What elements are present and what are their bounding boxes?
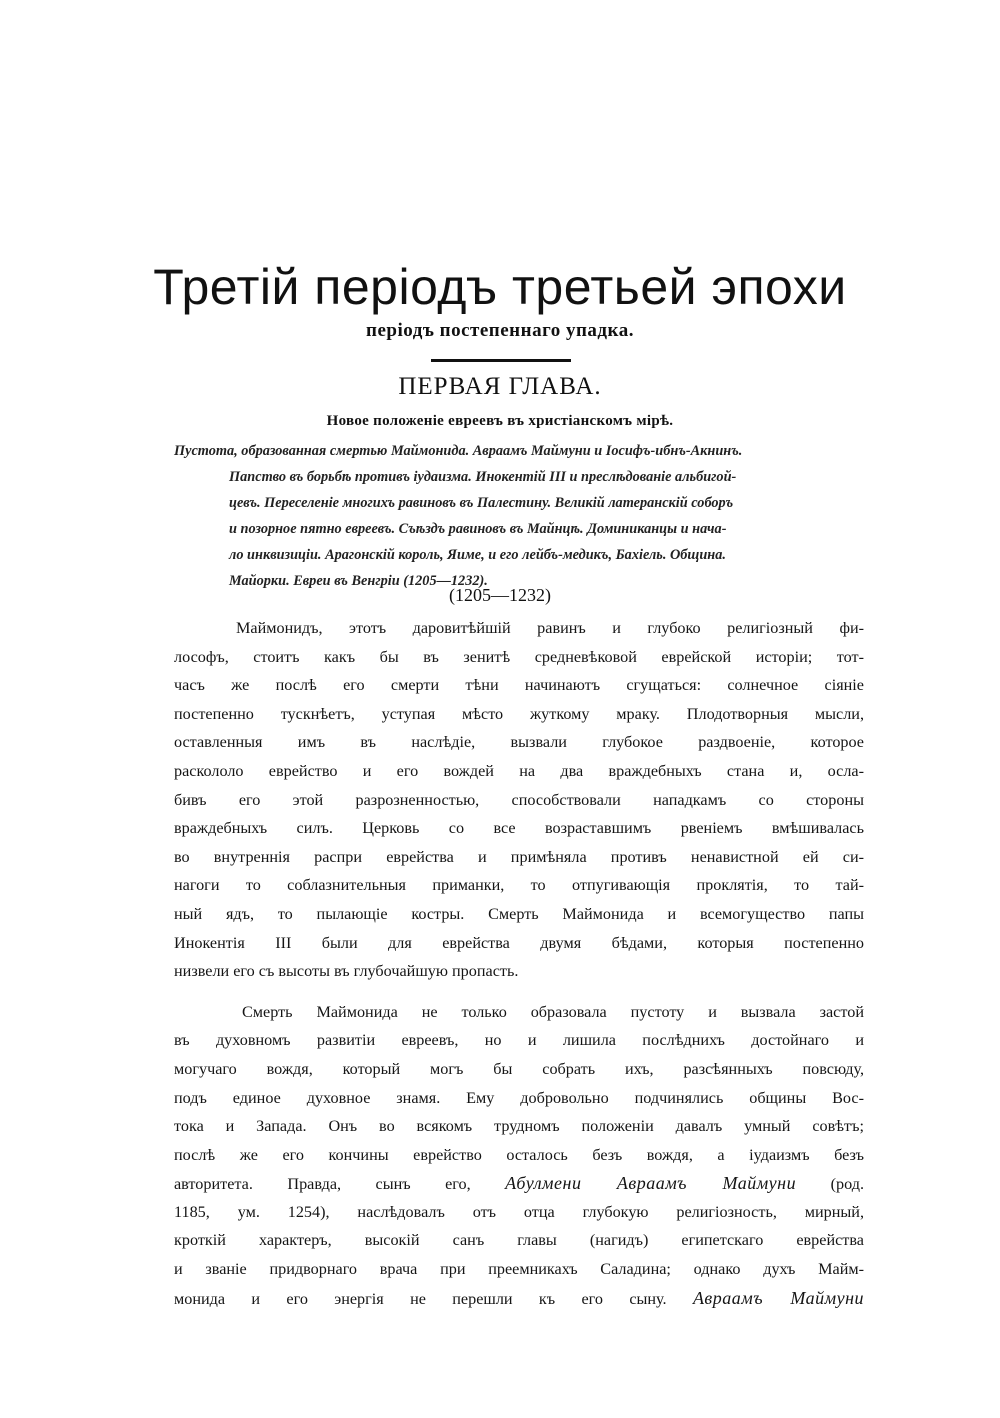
paragraph-line: въ духовномъ развитіи евреевъ, но и лишила послѣднихъ достойнаго и: [174, 1031, 864, 1050]
paragraph-line: низвели его съ высоты въ глубочайшую пропасть.: [174, 962, 519, 981]
body-text: [174, 614, 864, 1312]
paragraph-line: могучаго вождя, который могъ бы собрать ихъ, разсѣянныхъ повсюду,: [174, 1059, 864, 1078]
paragraph-line: подъ единое духовное знамя. Ему добровольно подчинялись общины Вос-: [174, 1088, 864, 1107]
paragraph-line: [174, 1169, 864, 1198]
line-text: (род.: [830, 1175, 864, 1194]
paragraph-line: часъ же послѣ его смерти тѣни начинаютъ сгущаться: солнечное сіяніе: [174, 676, 864, 695]
line-text: монида и его энергія не перешли къ его сыну.: [174, 1289, 667, 1308]
paragraph-line: нагоги то соблазнительныя приманки, то отпугивающія проклятія, то тай-: [174, 876, 864, 895]
paragraph-line: 1185, ум. 1254), наслѣдовалъ отъ отца глубокую религіозность, мирный,: [174, 1202, 864, 1221]
paragraph-line: лософъ, стоитъ какъ бы въ зенитѣ средневѣковой еврейской исторіи; тот-: [174, 647, 864, 666]
paragraph-line: Инокентія III были для еврейства двумя бѣдами, которыя постепенно: [174, 933, 864, 952]
paragraph-line: оставленныя имъ въ наслѣдіе, вызвали глубокое раздвоеніе, которое: [174, 733, 864, 752]
paragraph-line: постепенно тускнѣетъ, уступая мѣсто жуткому мраку. Плодотворныя мысли,: [174, 704, 864, 723]
paragraph-line: ный ядъ, то пылающіе костры. Смерть Маймонида и всемогущество папы: [174, 904, 864, 923]
summary-line: Майорки. Евреи въ Венгріи (1205—1232).: [229, 573, 488, 589]
paragraph-line: кроткій характеръ, высокій санъ главы (нагидъ) египетскаго еврейства: [174, 1231, 864, 1250]
summary-line: ло инквизиціи. Арагонскій король, Яиме, и его лейбъ-медикъ, Бахіель. Община.: [229, 547, 726, 563]
paragraph-gap: [174, 986, 864, 998]
page-subtitle: періодъ постепеннаго упадка.: [366, 320, 634, 341]
paragraph-line: враждебныхъ силъ. Церковь со все возраставшимъ рвеніемъ вмѣшивалась: [174, 819, 864, 838]
person-name: Авраамъ Маймуни: [692, 1287, 865, 1308]
line-text: авторитета. Правда, сынъ его,: [174, 1175, 471, 1194]
paragraph-line: [174, 1284, 864, 1313]
title-divider: [431, 359, 571, 362]
summary-line: и позорное пятно евреевъ. Съѣздъ равиновъ въ Майнцѣ. Доминиканцы и нача-: [229, 521, 727, 537]
paragraph-line: раскололо еврейство и его вождей на два враждебныхъ стана и, осла-: [174, 761, 864, 780]
date-range: (1205—1232): [449, 585, 551, 605]
chapter-subheading: Новое положеніе евреевъ въ христіанскомъ мірѣ.: [326, 413, 674, 429]
paragraph-line: бивъ его этой разрозненностью, способствовали нападкамъ со стороны: [174, 790, 864, 809]
paragraph-line: Маймонидъ, этотъ даровитѣйшій равинъ и глубоко религіозный фи-: [236, 619, 864, 637]
paragraph-line: во внутреннія распри еврейства и примѣняла противъ ненавистной ей си-: [174, 847, 864, 866]
paragraph-line: Смерть Маймонида не только образовала пустоту и вызвала застой: [242, 1002, 864, 1021]
chapter-heading: ПЕРВАЯ ГЛАВА.: [398, 373, 602, 400]
summary-line: Пустота, образованная смертью Маймонида. Авраамъ Маймуни и Іосифъ-ибнъ-Акнинъ.: [174, 443, 743, 459]
paragraph-line: тока и Запада. Онъ во всякомъ трудномъ положеніи давалъ умный совѣтъ;: [174, 1117, 864, 1136]
page-title: Третій періодъ третьей эпохи: [153, 259, 847, 315]
paragraph-line: и званіе придворнаго врача при преемникахъ Саладина; однако духъ Майм-: [174, 1260, 864, 1279]
person-name: Абулмени Авраамъ Маймуни: [505, 1173, 797, 1194]
chapter-summary: [174, 438, 864, 594]
summary-line: Папство въ борьбѣ противъ іудаизма. Инокентій III и преслѣдованіе альбигой-: [229, 469, 737, 485]
paragraph-line: послѣ же его кончины еврейство осталось безъ вождя, а іудаизмъ безъ: [174, 1145, 864, 1164]
summary-line: цевъ. Переселеніе многихъ равиновъ въ Палестину. Великій латеранскій соборъ: [229, 495, 734, 511]
